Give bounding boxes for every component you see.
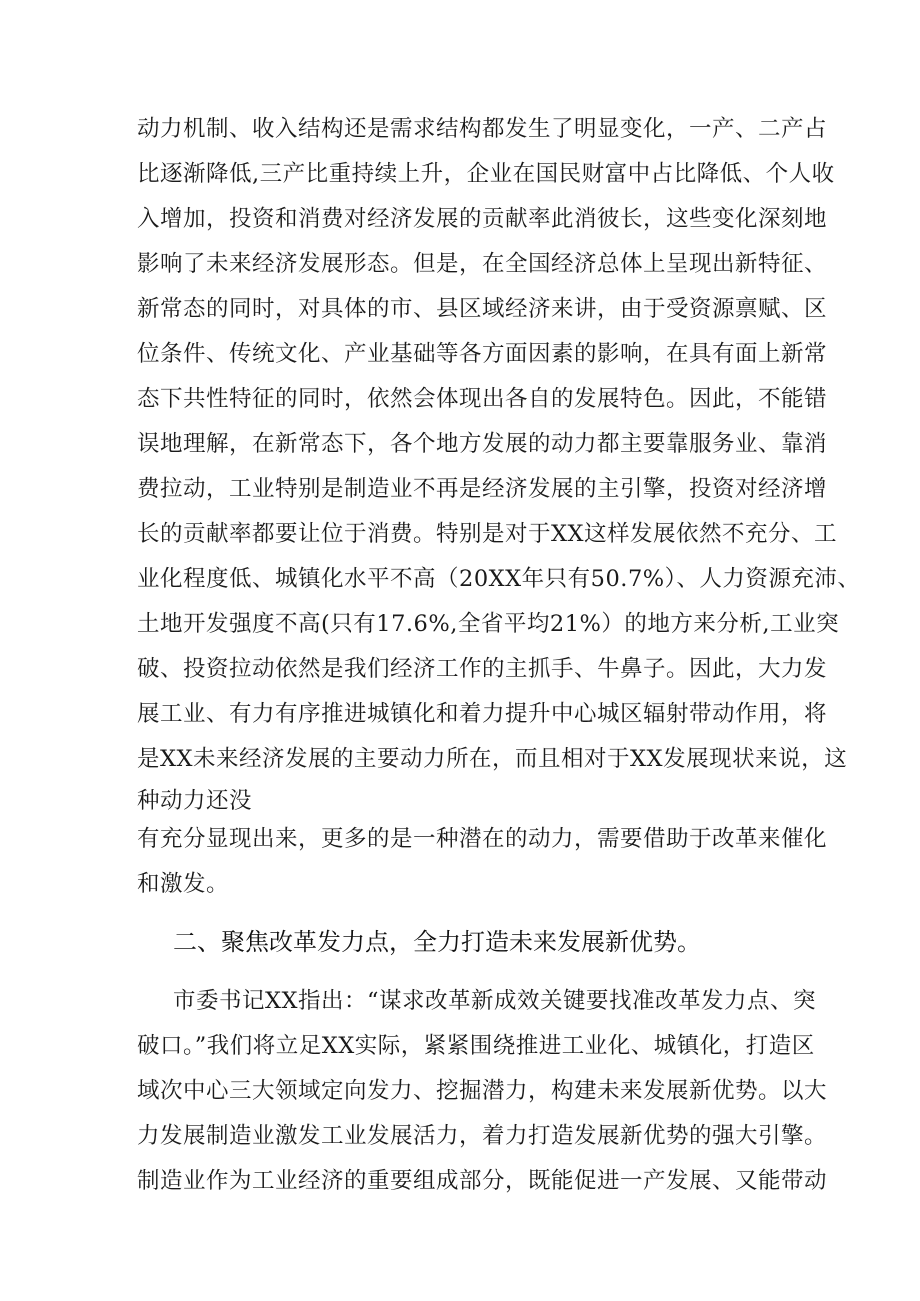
paragraph-1-line-11: 业化程度低、城镇化水平不高（20XX年只有50.7%）、人力资源充沛、 bbox=[137, 566, 861, 592]
section-heading: 二、聚焦改革发力点，全力打造未来发展新优势。 bbox=[173, 928, 701, 956]
paragraph-1-line-13: 破、投资拉动依然是我们经济工作的主抓手、牛鼻子。因此，大力发 bbox=[137, 656, 828, 682]
paragraph-1-line-15: 是XX未来经济发展的主要动力所在，而且相对于XX发展现状来说，这 bbox=[137, 746, 848, 772]
paragraph-2-line-1: 市委书记XX指出：“谋求改革新成效关键要找准改革发力点、突 bbox=[173, 988, 817, 1014]
paragraph-2-line-3: 域次中心三大领域定向发力、挖掘潜力，构建未来发展新优势。以大 bbox=[137, 1078, 828, 1104]
paragraph-2-line-2: 破口。”我们将立足XX实际，紧紧围绕推进工业化、城镇化，打造区 bbox=[137, 1033, 815, 1059]
paragraph-1-line-14: 展工业、有力有序推进城镇化和着力提升中心城区辐射带动作用，将 bbox=[137, 701, 828, 727]
paragraph-2-line-5: 制造业作为工业经济的重要组成部分，既能促进一产发展、又能带动 bbox=[137, 1168, 828, 1194]
paragraph-1-line-6: 位条件、传统文化、产业基础等各方面因素的影响，在具有面上新常 bbox=[137, 341, 828, 367]
paragraph-1-line-8: 误地理解，在新常态下，各个地方发展的动力都主要靠服务业、靠消 bbox=[137, 431, 828, 457]
paragraph-1-line-1: 动力机制、收入结构还是需求结构都发生了明显变化，一产、二产占 bbox=[137, 116, 828, 142]
paragraph-1-line-3: 入增加，投资和消费对经济发展的贡献率此消彼长，这些变化深刻地 bbox=[137, 206, 828, 232]
paragraph-1-line-5: 新常态的同时，对具体的市、县区域经济来讲，由于受资源禀赋、区 bbox=[137, 296, 828, 322]
paragraph-1-line-2: 比逐渐降低,三产比重持续上升，企业在国民财富中占比降低、个人收 bbox=[137, 161, 835, 187]
paragraph-1-line-9: 费拉动，工业特别是制造业不再是经济发展的主引擎，投资对经济增 bbox=[137, 476, 828, 502]
paragraph-1-line-17: 有充分显现出来，更多的是一种潜在的动力，需要借助于改革来催化 bbox=[137, 826, 828, 852]
paragraph-1-line-10: 长的贡献率都要让位于消费。特别是对于XX这样发展依然不充分、工 bbox=[137, 521, 838, 547]
paragraph-1-line-18: 和激发。 bbox=[137, 871, 230, 897]
paragraph-1-line-4: 影响了未来经济发展形态。但是，在全国经济总体上呈现出新特征、 bbox=[137, 251, 828, 277]
paragraph-1-line-7: 态下共性特征的同时，依然会体现出各自的发展特色。因此，不能错 bbox=[137, 386, 828, 412]
paragraph-1-line-12: 土地开发强度不高(只有17.6%,全省平均21%）的地方来分析,工业突 bbox=[137, 611, 840, 637]
paragraph-1-line-16: 种动力还没 bbox=[137, 788, 253, 814]
paragraph-2-line-4: 力发展制造业激发工业发展活力，着力打造发展新优势的强大引擎。 bbox=[137, 1123, 828, 1149]
